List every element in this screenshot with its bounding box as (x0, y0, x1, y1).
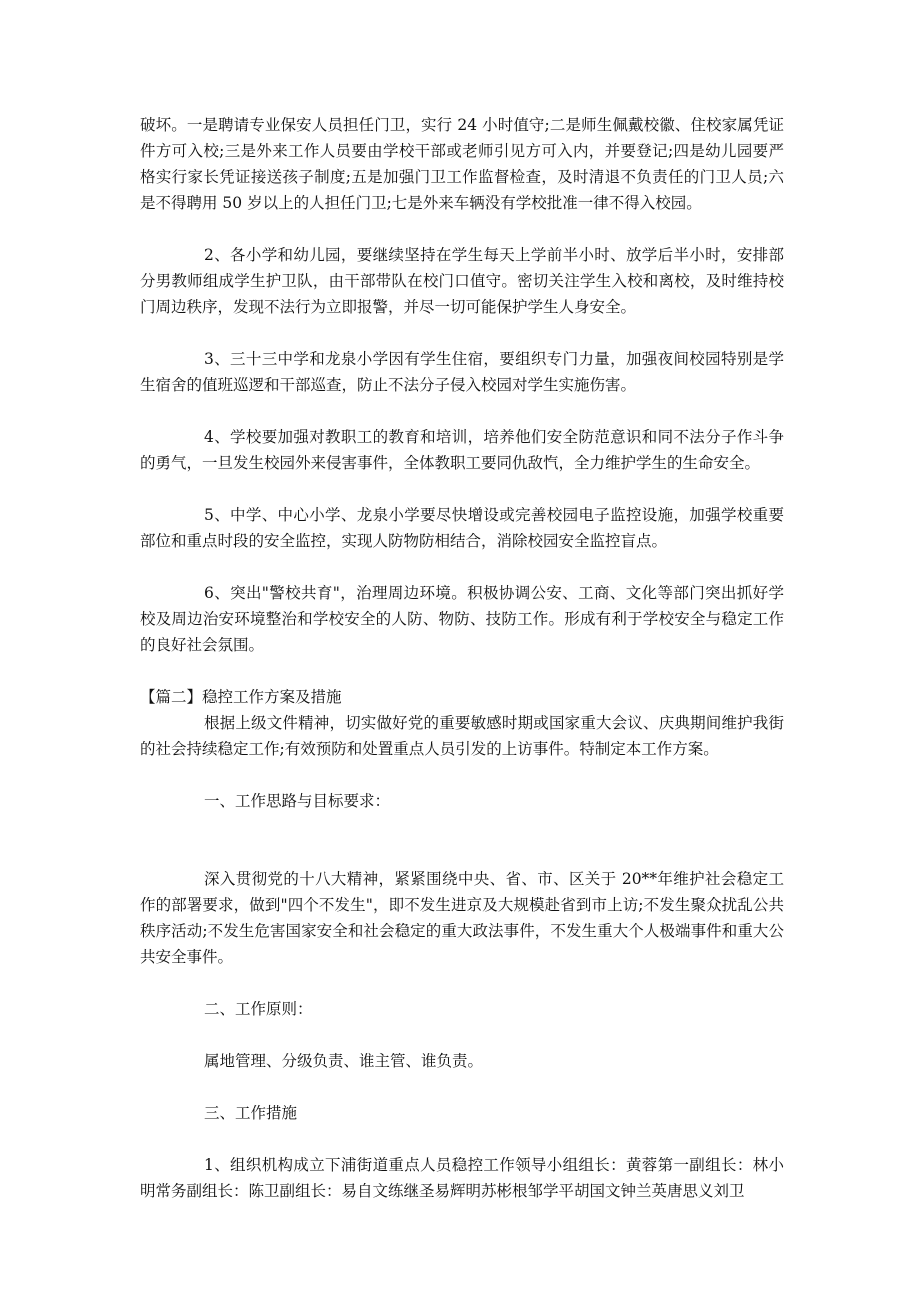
paragraph-item-2: 2、各小学和幼儿园，要继续坚持在学生每天上学前半小时、放学后半小时，安排部分男教师组成学生护卫队，由干部带队在校门口值守。密切关注学生入校和离校，及时维持校门周边秩序，发现不法行为立即报警，并尽一切可能保护学生人身安全。 (140, 246, 784, 316)
paragraph-intro: 根据上级文件精神，切实做好党的重要敏感时期或国家重大会议、庆典期间维护我街的社会持续稳定工作;有效预防和处置重点人员引发的上访事件。特制定本工作方案。 (140, 714, 784, 758)
subheading-goals: 一、工作思路与目标要求： (204, 792, 391, 810)
paragraph-goals: 深入贯彻党的十八大精神，紧紧围绕中央、省、市、区关于 20**年维护社会稳定工作的部署要求，做到"四个不发生"，即不发生进京及大规模赴省到市上访;不发生聚众扰乱公共秩序活动;不发生危害国家安全和社会稳定的重大政法事件，不发生重大个人极端事件和重大公共安全事件。 (140, 870, 784, 966)
section-heading-part-two: 【篇二】稳控工作方案及措施 (140, 688, 342, 706)
paragraph-principles: 属地管理、分级负责、谁主管、谁负责。 (204, 1052, 484, 1070)
paragraph-school-gate-measures: 破坏。一是聘请专业保安人员担任门卫，实行 24 小时值守;二是师生佩戴校徽、住校家属凭证件方可入校;三是外来工作人员要由学校干部或老师引见方可入内，并要登记;四是幼儿园要严格实行家长凭证接送孩子制度;五是加强门卫工作监督检查，及时清退不负责任的门卫人员;六是不得聘用 50 岁以上的人担任门卫;七是外来车辆没有学校批准一律不得入校园。 (140, 116, 784, 212)
paragraph-item-6: 6、突出"警校共育"，治理周边环境。积极协调公安、工商、文化等部门突出抓好学校及周边治安环境整治和学校安全的人防、物防、技防工作。形成有利于学校安全与稳定工作的良好社会氛围。 (140, 584, 784, 654)
paragraph-item-5: 5、中学、中心小学、龙泉小学要尽快增设或完善校园电子监控设施，加强学校重要部位和重点时段的安全监控，实现人防物防相结合，消除校园安全监控盲点。 (140, 506, 784, 550)
paragraph-organization: 1、组织机构成立下浦街道重点人员稳控工作领导小组组长：黄蓉第一副组长：林小明常务副组长：陈卫副组长：易自文练继圣易辉明苏彬根邹学平胡国文钟兰英唐思义刘卫 (140, 1156, 784, 1200)
subheading-measures: 三、工作措施 (204, 1104, 298, 1122)
paragraph-item-3: 3、三十三中学和龙泉小学因有学生住宿，要组织专门力量，加强夜间校园特别是学生宿舍的值班巡逻和干部巡查，防止不法分子侵入校园对学生实施伤害。 (140, 350, 784, 394)
paragraph-item-4: 4、学校要加强对教职工的教育和培训，培养他们安全防范意识和同不法分子作斗争的勇气，一旦发生校园外来侵害事件，全体教职工要同仇敌忾，全力维护学生的生命安全。 (140, 428, 784, 472)
subheading-principles: 二、工作原则： (204, 1000, 313, 1018)
